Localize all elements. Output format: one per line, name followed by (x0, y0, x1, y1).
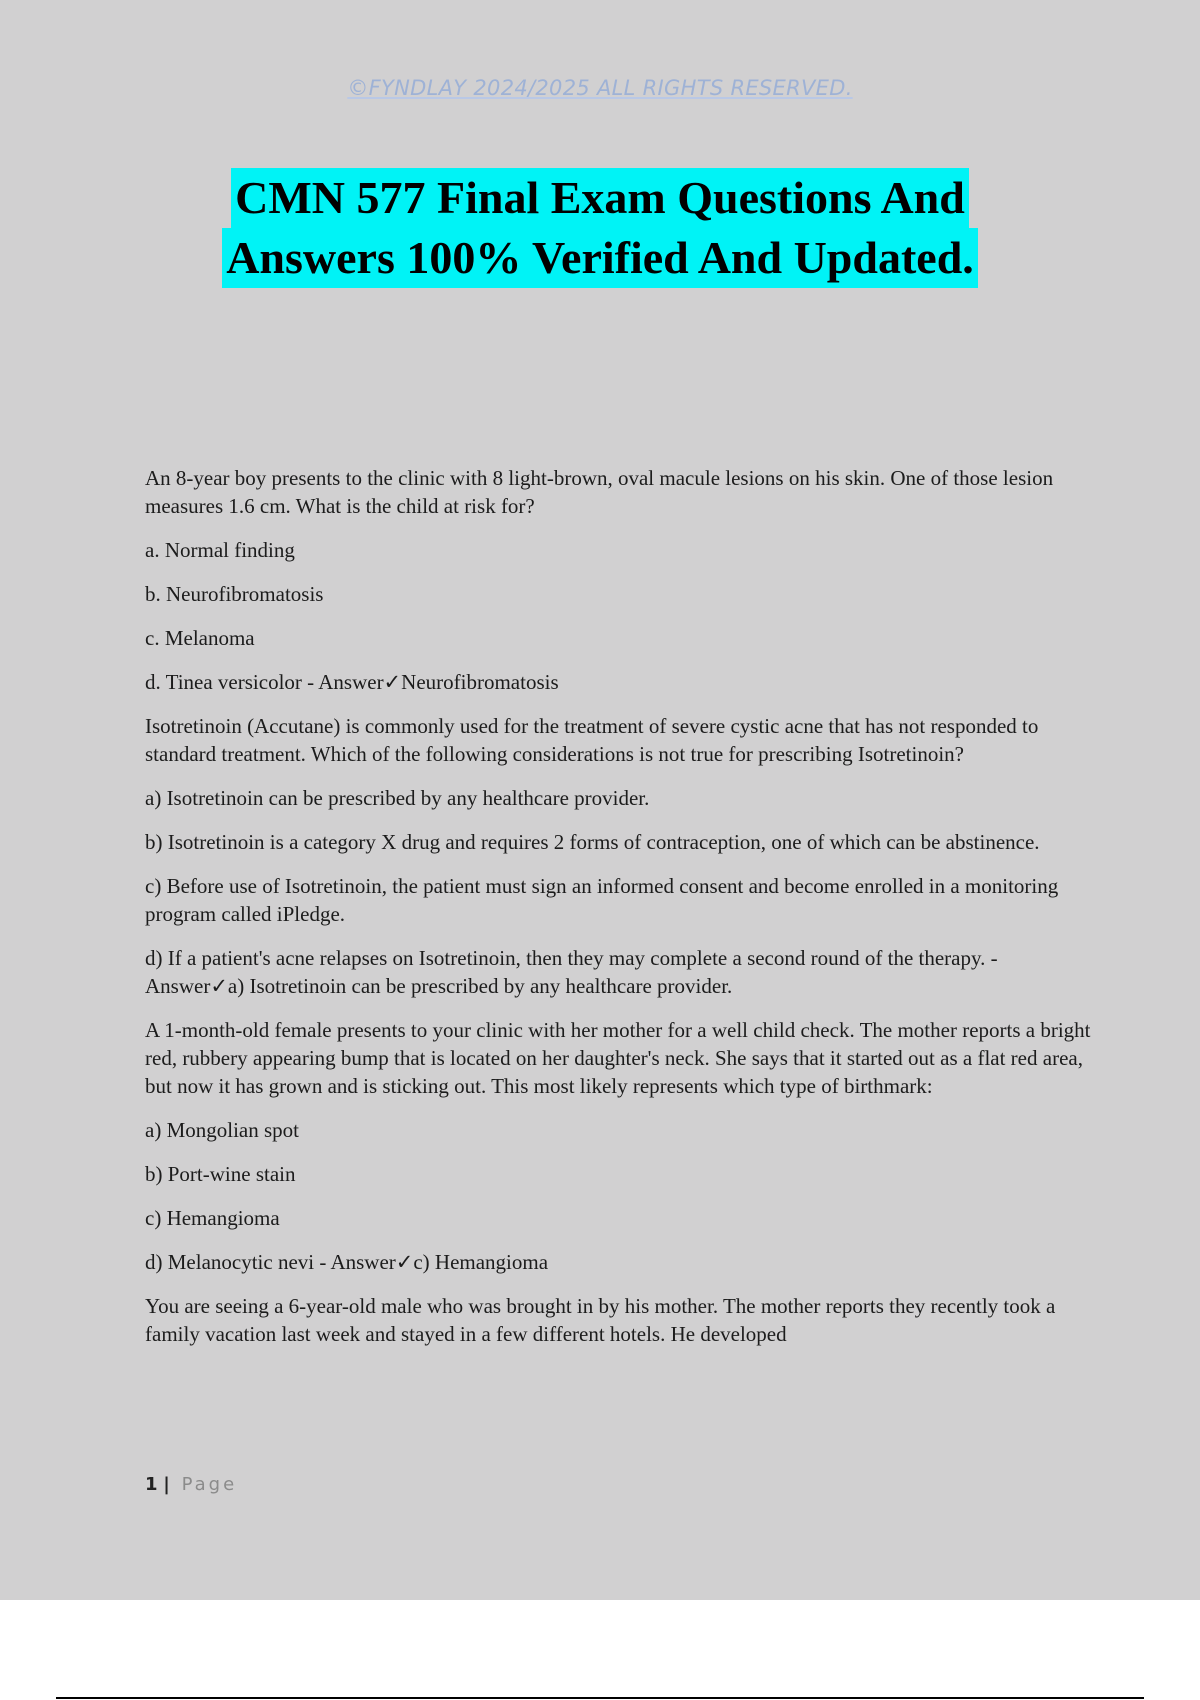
answer-option: a. Normal finding (145, 538, 295, 562)
answer-option: a) Isotretinoin can be prescribed by any healthcare provider. (145, 786, 650, 810)
answer-option: b) Port-wine stain (145, 1162, 296, 1186)
answer-option-with-key: d) Melanocytic nevi - Answer✓c) Hemangioma (145, 1250, 549, 1274)
page-number: 1 (145, 1474, 158, 1495)
page-separator: | (163, 1474, 170, 1495)
document-title (0, 168, 1200, 288)
page-label: Page (181, 1474, 238, 1495)
question-stem: A 1-month-old female presents to your clinic with her mother for a well child check. The mother reports a bright red, rubbery appearing bump that is located on her daughter's neck. She says that it started out as a flat red area, but now it has grown and is sticking out. This most likely represents which type of birthmark: (145, 1018, 1091, 1098)
page-footer (145, 1474, 237, 1495)
question-list (145, 464, 1095, 1364)
answer-option: c) Before use of Isotretinoin, the patient must sign an informed consent and become enrolled in a monitoring program called iPledge. (145, 874, 1059, 926)
title-line-2: Answers 100% Verified And Updated. (222, 228, 978, 288)
answer-option: b. Neurofibromatosis (145, 582, 324, 606)
question-stem: You are seeing a 6-year-old male who was brought in by his mother. The mother reports they recently took a family vacation last week and stayed in a few different hotels. He developed (145, 1294, 1056, 1346)
answer-option: c. Melanoma (145, 626, 255, 650)
answer-option-with-key: d. Tinea versicolor - Answer✓Neurofibromatosis (145, 670, 559, 694)
question-stem: Isotretinoin (Accutane) is commonly used for the treatment of severe cystic acne that has not responded to standard treatment. Which of the following considerations is not true for prescribing Isotretinoin? (145, 714, 1039, 766)
answer-option-with-key: d) If a patient's acne relapses on Isotretinoin, then they may complete a second round of the therapy. - Answer✓a) Isotretinoin can be prescribed by any healthcare provider. (145, 946, 998, 998)
answer-option: c) Hemangioma (145, 1206, 280, 1230)
title-line-1: CMN 577 Final Exam Questions And (231, 168, 969, 228)
answer-option: b) Isotretinoin is a category X drug and requires 2 forms of contraception, one of which can be abstinence. (145, 830, 1040, 854)
answer-option: a) Mongolian spot (145, 1118, 299, 1142)
question-stem: An 8-year boy presents to the clinic with 8 light-brown, oval macule lesions on his skin. One of those lesion measures 1.6 cm. What is the child at risk for? (145, 466, 1054, 518)
bottom-divider (56, 1697, 1144, 1699)
copyright-notice: ©FYNDLAY 2024/2025 ALL RIGHTS RESERVED. (347, 76, 853, 100)
